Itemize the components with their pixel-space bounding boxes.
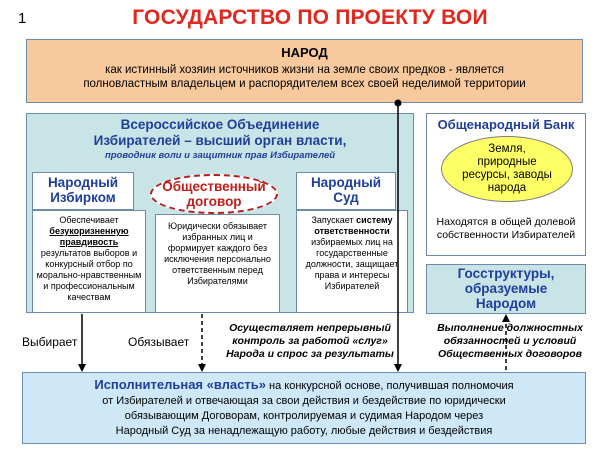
- sud-title-line1: Народный: [310, 175, 382, 190]
- izbirkom-text-bold: безукоризненную правдивость: [49, 226, 129, 247]
- gosstruktury-line2: образуемые: [464, 281, 548, 296]
- narod-title: НАРОД: [281, 45, 328, 60]
- bank-title: Общенародный Банк: [437, 117, 575, 132]
- narod-box: [26, 39, 583, 103]
- izbirkom-text-pre: Обеспечивает: [59, 215, 119, 225]
- resources-oval-line2: природные: [477, 156, 537, 168]
- izbirkom-title-line1: Народный: [47, 175, 119, 190]
- label-vypolnenie-line3: Общественных договоров: [437, 348, 583, 360]
- label-vypolnenie-line1: Выполнение должностных: [437, 322, 583, 334]
- slide-title: ГОСУДАРСТВО ПО ПРОЕКТУ ВОИ: [132, 6, 488, 29]
- dogovor-text-box: [155, 214, 280, 313]
- dogovor-text: Юридически обязывает избранных лиц и формирует каждого без исключения персонально ответственным перед Избирателями: [164, 221, 271, 286]
- dogovor-title-line2: договор: [186, 194, 242, 209]
- bank-note-line2: собственности Избирателей: [436, 229, 576, 241]
- gosstruktury-line1: Госструктуры,: [457, 266, 555, 281]
- label-obyazyvaet: Обязывает: [128, 335, 190, 349]
- vlast-line2: от Избирателей и отвечающая за свои действия и бездействие по юридически: [102, 395, 506, 407]
- bank-note-line1: Находятся в общей долевой: [436, 216, 576, 228]
- bank-note: [427, 216, 585, 242]
- label-kontrol-line3: Народа и спрос за результаты: [226, 348, 394, 360]
- izbirkom-header: [32, 172, 134, 210]
- vlast-line1-rest: на конкурсной основе, получившая полномочия: [265, 380, 514, 392]
- sud-text-box: [296, 210, 408, 313]
- sud-text-pre-plain: Запускает: [311, 215, 354, 225]
- gosstruktury-line3: Народом: [475, 296, 537, 311]
- sud-text-bold: систему ответственности: [314, 215, 393, 236]
- voi-title-line1: Всероссийское Объединение: [120, 117, 320, 132]
- vlast-line1: [23, 378, 585, 393]
- dogovor-header: [150, 174, 278, 214]
- label-vypolnenie-line2: обязанностей и условий: [443, 335, 577, 347]
- sud-text-pre: [300, 215, 404, 237]
- gosstruktury-box: [426, 264, 586, 314]
- slide-number: 1: [18, 10, 27, 27]
- label-kontrol-line2: контроль за работой «слуг»: [232, 335, 388, 347]
- izbirkom-text-box: [32, 210, 146, 313]
- narod-line2: полновластным владельцем и распорядителем всех своей неделимой территории: [83, 78, 526, 90]
- label-vypolnenie: [428, 322, 592, 361]
- izbirkom-text-post: результатов выборов и конкурсный отбор по морально-нравственным и профессиональным качествам: [36, 248, 142, 302]
- sud-header: [296, 172, 396, 210]
- label-kontrol-line1: Осуществляет непрерывный: [229, 322, 391, 334]
- resources-oval-line3: ресурсы, заводы: [462, 169, 552, 181]
- vlast-bold: Исполнительная «власть»: [94, 377, 266, 392]
- sud-title-line2: Суд: [333, 190, 359, 205]
- voi-subtitle: проводник воли и защитник прав Избирателей: [104, 150, 336, 161]
- dogovor-title-line1: Общественный: [162, 179, 266, 194]
- vlast-box: [22, 372, 586, 444]
- narod-line1: как истинный хозяин источников жизни на земле своих предков - является: [105, 64, 504, 76]
- izbirkom-title-line2: Избирком: [50, 190, 116, 205]
- voi-title-line2: Избирателей – высший орган власти,: [93, 133, 347, 148]
- label-vybiraet: Выбирает: [22, 335, 78, 349]
- sud-text-post: избираемых лиц на государственные должности, защищает права и интересы Избирателей: [305, 237, 399, 291]
- resources-oval-line1: Земля,: [488, 143, 526, 155]
- resources-oval: [441, 136, 573, 202]
- bank-box: [426, 113, 586, 256]
- label-kontrol: [212, 322, 408, 361]
- resources-oval-line4: народа: [487, 182, 527, 194]
- vlast-line3: обязывающим Договорам, контролируемая и судимая Народом через: [124, 410, 484, 422]
- vlast-line4: Народный Суд за ненадлежащую работу, любые действия и бездействия: [115, 425, 493, 437]
